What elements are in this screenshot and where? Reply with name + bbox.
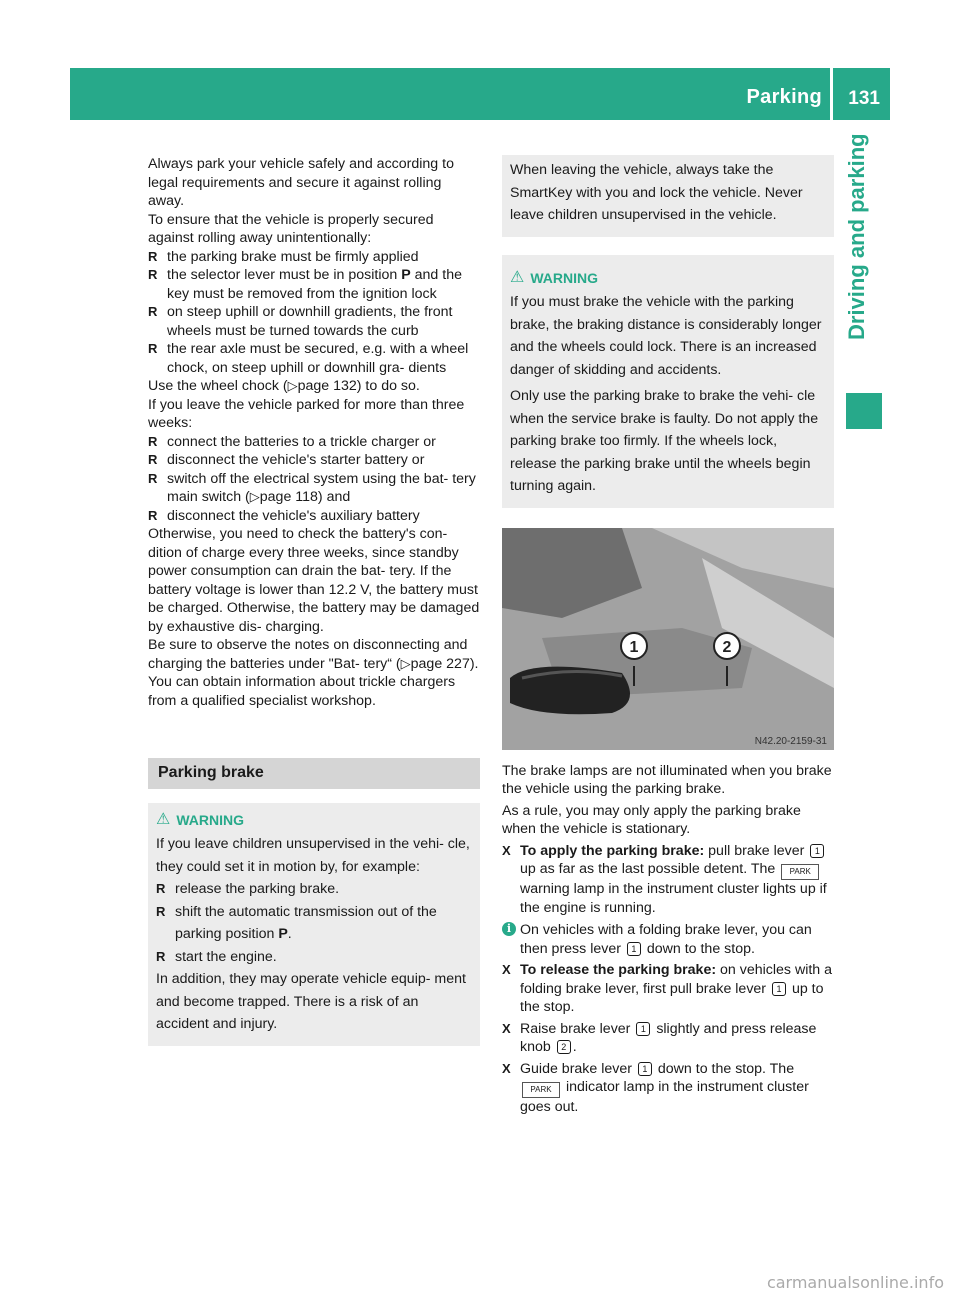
- step-text: Guide brake lever: [520, 1060, 632, 1077]
- text: Use the wheel chock (: [148, 378, 288, 394]
- image-marker-1: 1: [629, 638, 639, 656]
- parking-brake-photo: [502, 528, 834, 750]
- paragraph: To ensure that the vehicle is properly secured against rolling away unintentionally:: [148, 211, 434, 246]
- step-label: To apply the parking brake:: [520, 842, 705, 859]
- list-item: R on steep uphill or downhill gradients, the front wheels must be turned towards the curb: [148, 303, 480, 340]
- header-divider: [830, 68, 833, 120]
- paragraph: As a rule, you may only apply the parking brake when the vehicle is stationary.: [502, 802, 801, 837]
- image-marker-2: 2: [722, 638, 732, 656]
- step-label: To release the parking brake:: [520, 962, 717, 978]
- chapter-tab-marker: [846, 393, 882, 429]
- list-item-text: and the key must be removed from the ignition lock: [167, 267, 462, 302]
- paragraph: The brake lamps are not illuminated when you brake the vehicle using the parking brake.: [502, 762, 832, 797]
- text: Be sure to observe the notes on disconnecting and charging the batteries under "Bat- tery“ (: [148, 637, 468, 672]
- paragraph: [148, 377, 480, 396]
- list-item: R start the engine.: [156, 946, 472, 969]
- callout-1: 1: [638, 1062, 652, 1076]
- step-text: indicator lamp in the instrument cluster goes out.: [520, 1079, 809, 1115]
- step-item: [502, 961, 834, 1017]
- info-text: On vehicles with a folding brake lever, you can then press lever: [520, 922, 812, 957]
- steps-list: [502, 961, 834, 1117]
- step-item: [502, 842, 834, 918]
- warning-text: If you must brake the vehicle with the parking brake, the braking distance is considerably longer and the wheels could lock. There is an increased danger of skidding and accidents.: [510, 294, 822, 378]
- warning-box: [148, 803, 480, 1046]
- info-item: [502, 921, 834, 958]
- page-ref-arrow-icon: ▷: [400, 655, 411, 671]
- step-text: up to the stop.: [520, 980, 824, 1015]
- warning-list: [156, 878, 472, 968]
- page-number: 131: [848, 88, 880, 109]
- page-ref-arrow-icon: ▷: [249, 489, 260, 504]
- left-column: [148, 155, 480, 1046]
- step-text: Raise brake lever: [520, 1020, 631, 1037]
- step-text: up as far as the last possible detent. The: [520, 861, 776, 877]
- callout-1: 1: [636, 1022, 650, 1036]
- warning-triangle-icon: ⚠: [156, 810, 171, 828]
- list-item: R release the parking brake.: [156, 878, 472, 901]
- warning-header: [156, 811, 472, 830]
- list-item: R the rear axle must be secured, e.g. with a wheel chock, on steep uphill or downhill gra- dients: [148, 340, 480, 377]
- header-bar: [70, 68, 890, 120]
- list-item: [148, 266, 480, 303]
- right-column: [502, 155, 834, 1117]
- warning-text: Only use the parking brake to brake the vehi- cle when the service brake is faulty. Do not apply the parking brake too firmly. If the wheels lock, release the parking brake until the wheels begin turning again.: [510, 388, 819, 494]
- info-text: down to the stop.: [646, 940, 755, 957]
- park-lamp-icon: PARK: [522, 1082, 560, 1098]
- note-text: When leaving the vehicle, always take the SmartKey with you and lock the vehicle. Never leave children unsupervised in the vehicle.: [510, 162, 803, 223]
- parked-list: [148, 433, 480, 526]
- watermark: carmanualsonline.info: [766, 1273, 944, 1292]
- step-text: pull brake lever: [708, 842, 805, 859]
- park-lamp-icon: PARK: [781, 864, 819, 880]
- list-item: R disconnect the vehicle's auxiliary battery: [148, 507, 480, 526]
- callout-1: 1: [810, 844, 824, 858]
- image-code: N42.20-2159-31: [754, 735, 827, 747]
- parking-brake-illustration: [502, 528, 834, 750]
- list-item: R shift the automatic transmission out of the parking position P.: [156, 901, 472, 946]
- step-text: slightly and press release knob: [520, 1020, 817, 1055]
- page-ref[interactable]: page 132) to do so.: [297, 378, 420, 394]
- position-p: P: [278, 926, 288, 942]
- secure-list: [148, 248, 480, 378]
- paragraph: If you leave the vehicle parked for more than three weeks:: [148, 396, 465, 431]
- step-text: on vehicles with a folding brake lever, first pull brake lever: [520, 962, 833, 997]
- warning-text: If you leave children unsupervised in the vehi- cle, they could set it in motion by, for example:: [156, 836, 470, 875]
- callout-1: 1: [772, 982, 786, 996]
- warning-title: WARNING: [530, 269, 599, 286]
- list-item: R disconnect the vehicle's starter battery or: [148, 451, 480, 470]
- paragraph: [148, 636, 480, 710]
- list-item-text: switch off the electrical system using the bat- tery main switch (: [167, 470, 476, 505]
- warning-text: In addition, they may operate vehicle equip- ment and become trapped. There is a risk of an accident and injury.: [156, 971, 466, 1032]
- warning-title: WARNING: [176, 811, 245, 828]
- section-heading: Parking brake: [148, 758, 480, 789]
- list-item: R the parking brake must be firmly applied: [148, 248, 480, 267]
- step-item: [502, 1060, 834, 1117]
- warning-triangle-icon: ⚠: [510, 268, 525, 286]
- list-item: [148, 470, 480, 507]
- list-item-text: the selector lever must be in position: [167, 267, 398, 283]
- steps-list: [502, 842, 834, 918]
- list-item-text: shift the automatic transmission out of the parking position: [175, 903, 437, 942]
- paragraph: Always park your vehicle safely and according to legal requirements and secure it against rolling away.: [148, 156, 454, 209]
- page-ref-arrow-icon: ▷: [287, 378, 298, 393]
- page-ref[interactable]: page 227). You can obtain information about trickle chargers from a qualified specialist workshop.: [148, 655, 479, 709]
- callout-2: 2: [557, 1040, 571, 1054]
- chapter-tab-label: Driving and parking: [844, 133, 869, 340]
- warning-box: [502, 255, 834, 508]
- step-item: [502, 1020, 834, 1057]
- paragraph: Otherwise, you need to check the battery's con- dition of charge every three weeks, since standby power consumption can drain the bat- tery. If the battery voltage is lower than 12.2 V, the battery must be charged. Otherwise, the battery may be damaged by exhaustive dis- charging.: [148, 526, 480, 635]
- callout-1: 1: [627, 942, 641, 956]
- list-item: R connect the batteries to a trickle charger or: [148, 433, 480, 452]
- position-p: P: [401, 267, 411, 283]
- step-text: warning lamp in the instrument cluster lights up if the engine is running.: [520, 881, 827, 916]
- warning-header: [510, 269, 826, 288]
- step-text: .: [572, 1039, 577, 1055]
- page-ref[interactable]: page 118) and: [259, 489, 351, 505]
- info-icon: i: [502, 922, 516, 936]
- note-box: [502, 155, 834, 237]
- section-title: Parking: [746, 86, 822, 108]
- step-text: down to the stop. The: [657, 1060, 795, 1077]
